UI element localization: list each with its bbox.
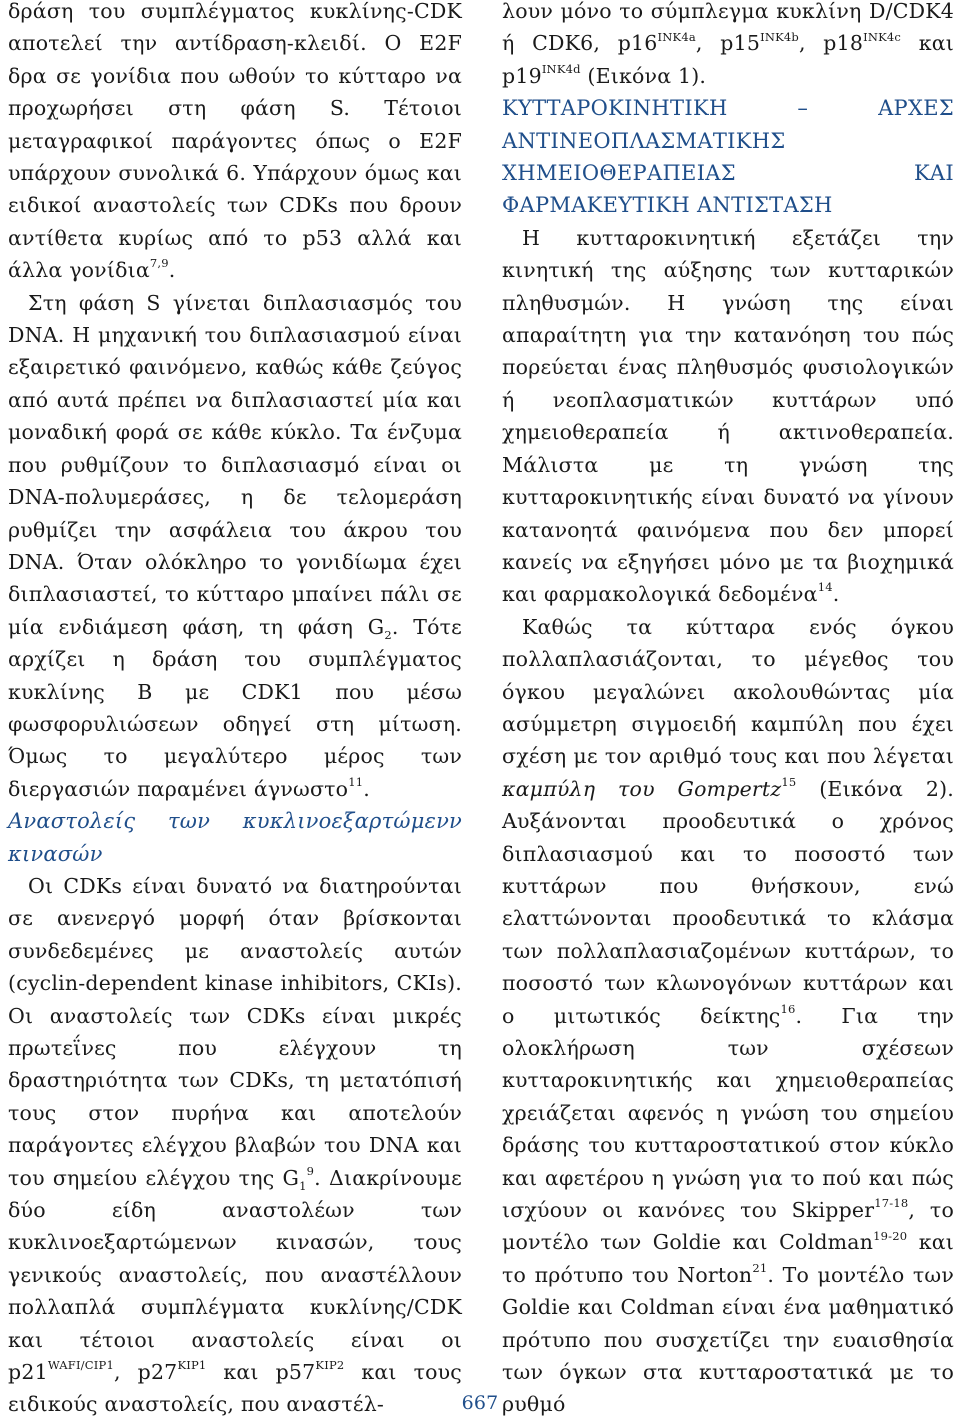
- section-heading-cdk-inhibitors: Αναστολείς των κυκλινοεξαρτώμενν κινασών: [8, 809, 462, 866]
- text-run: .: [168, 258, 176, 283]
- reference-superscript: 14: [817, 580, 833, 595]
- paragraph-s-phase: [8, 287, 462, 806]
- text-run: , p18: [798, 31, 864, 56]
- paragraph-cdk-inhibitors: [8, 870, 462, 1421]
- reference-superscript: 7,9: [149, 256, 169, 271]
- right-column: [502, 0, 954, 1421]
- superscript: INK4c: [863, 29, 902, 44]
- text-run: και το πρότυπο του Norton: [502, 1230, 955, 1287]
- text-run: Καθώς τα κύτταρα ενός όγκου πολλαπλασιάζονται, το μέγεθος του όγκου μεγαλώνει ακολουθώντας μία ασύμμετρη σιγμοειδή καμπύλη που έχει σχέση με τον αριθμό τους και που λέγεται: [502, 614, 954, 769]
- paragraph-cell-cycle-e2f: [8, 0, 462, 287]
- text-run: Η κυτταροκινητική εξετάζει την κινητική της αύξησης των κυτταρικών πληθυσμών. Η γνώση της είναι απαραίτητη για την κατανόηση του πώς πορεύεται ένας πληθυσμός φυσιολογικών ή νεοπλασματικών κυττάρων υπό χημειοθεραπεία ή ακτινοθεραπεία. Μάλιστα με τη γνώση της κυτταροκινητικής είναι δυνατό να γίνουν κατανοητά φαινόμενα που δεν μπορεί κανείς να εξηγήσει μόνο με τα βιοχημικά και φαρμακολογικά δεδομένα: [502, 225, 954, 607]
- paragraph-specific-inhibitors: [502, 0, 954, 92]
- text-run: Στη φάση S γίνεται διπλασιασμός του DNA. Η μηχανική του διπλασιασμού είναι εξαιρετικό φαινόμενο, καθώς κάθε ζεύγος από αυτά πρέπει να διπλασιαστεί μία και μοναδική φορά σε κάθε κύκλο. Τα ένζυμα που ρυθμίζουν το διπλασιασμό είναι οι DNA-πολυμεράσες, η δε τελομεράση ρυθμίζει την ασφάλεια του άκρου του DNA. Όταν ολόκληρο το γονιδίωμα έχει διπλασιαστεί, το κύτταρο μπαίνει πάλι σε μία ενδιάμεση φάση, τη φάση G: [8, 290, 462, 639]
- text-run: (Εικόνα 2). Αυξάνονται προοδευτικά ο χρόνος διπλασιασμού και το ποσοστό των κυττάρων που θνήσκουν, ενώ ελαττώνονται προοδευτικά το κλάσμα των πολλαπλασιαζομένων κυττάρων, το ποσοστό των κλωνογόνων κυττάρων και ο μιτωτικός δείκτης: [502, 776, 954, 1028]
- reference-superscript: 17-18: [874, 1196, 909, 1211]
- text-run: , το μοντέλο των Goldie και Coldman: [502, 1198, 954, 1255]
- superscript: WAFI/CIP1: [47, 1358, 114, 1373]
- text-run: . Τότε αρχίζει η δράση του συμπλέγματος κυκλίνης Β με CDK1 που μέσω φωσφορυλιώσεων οδηγεί στη μίτωση. Όμως το μεγαλύτερο μέρος των διεργασιών παραμένει άγνωστο: [8, 614, 462, 801]
- reference-superscript: 9: [306, 1163, 315, 1178]
- reference-superscript: 19-20: [873, 1228, 908, 1243]
- text-run: λουν μόνο το σύμπλεγμα κυκλίνη D/CDK4 ή CDK6, p16: [502, 0, 954, 56]
- superscript: INK4d: [541, 61, 581, 76]
- italic-term: καμπύλη του Gompertz: [502, 776, 782, 801]
- text-run: Οι CDKs είναι δυνατό να διατηρούνται σε ανενεργό μορφή όταν βρίσκονται συνδεδεμένες με αναστολείς αυτών (cyclin-dependent kinase inhibitors, CKIs). Οι αναστολείς των CDKs είναι μικρές πρωτεΐνες που ελέγχουν τη δραστηριότητα των CDKs, τη μετατόπισή τους στον πυρήνα και αποτελούν παράγοντες ελέγχου βλαβών του DNA και του σημείου ελέγχου της G: [8, 873, 462, 1190]
- reference-superscript: 11: [348, 774, 364, 789]
- reference-superscript: 21: [752, 1261, 768, 1276]
- superscript: INK4b: [760, 29, 799, 44]
- text-run: και p57: [206, 1360, 316, 1385]
- subscript: 2: [384, 627, 392, 642]
- page-number: 667: [461, 1392, 499, 1414]
- left-column: [8, 0, 462, 1421]
- text-run: , p27: [113, 1360, 178, 1385]
- reference-superscript: 16: [780, 1001, 796, 1016]
- text-run: , p15: [695, 31, 761, 56]
- text-run: (Εικόνα 1).: [580, 63, 707, 88]
- text-run: . Διακρίνουμε δύο είδη αναστολέων των κυκλινοεξαρτώμενων κινασών, τους γενικούς αναστολείς, που αναστέλλουν πολλαπλά συμπλέγματα κυκλίνης/CDK και τέτοιοι αναστολείς είναι οι p21: [8, 1165, 462, 1385]
- text-run: και τους ειδικούς αναστολείς, που αναστέλ-: [8, 1360, 462, 1417]
- text-run: . Για την ολοκλήρωση των σχέσεων κυτταροκινητικής και χημειοθεραπείας χρειάζεται αφενός η γνώση του σημείου δράσης του κυτταροστατικού στον κύκλο και αφετέρου η γνώση για το πού και πώς ισχύουν οι κανόνες του Skipper: [502, 1003, 954, 1223]
- section-heading-cytokinetics: ΚΥΤΤΑΡΟΚΙΝΗΤΙΚΗ – ΑΡΧΕΣ ΑΝΤΙΝΕΟΠΛΑΣΜΑΤΙΚΗΣ ΧΗΜΕΙΟΘΕΡΑΠΕΙΑΣ ΚΑΙ ΦΑΡΜΑΚΕΥΤΙΚΗ ΑΝΤΙΣΤΑΣΗ: [502, 96, 954, 218]
- reference-superscript: 15: [781, 774, 797, 789]
- text-run: και p19: [502, 31, 954, 88]
- subscript: 1: [299, 1178, 307, 1193]
- superscript: KIP2: [315, 1358, 345, 1373]
- text-run: .: [363, 776, 370, 801]
- text-run: . Το μοντέλο των Goldie και Coldman είναι ένα μαθηματικό πρότυπο που συσχετίζει την ευαισθησία των όγκων στα κυτταροστατικά με το ρυθμό: [502, 1262, 954, 1417]
- superscript: INK4a: [657, 29, 696, 44]
- text-run: δράση του συμπλέγματος κυκλίνης-CDK αποτελεί την αντίδραση-κλειδί. Ο E2F δρα σε γονίδια που ωθούν το κύτταρο να προχωρήσει στη φάση S. Τέτοιοι μεταγραφικοί παράγοντες όπως ο E2F υπάρχουν συνολικά 6. Υπάρχουν όμως και ειδικοί αναστολείς των CDKs που δρουν αντίθετα κυρίως από το p53 αλλά και άλλα γονίδια: [8, 0, 462, 283]
- paragraph-cytokinetics: [502, 222, 954, 611]
- paragraph-gompertz: [502, 611, 954, 1421]
- superscript: KIP1: [177, 1358, 207, 1373]
- text-run: .: [832, 582, 840, 607]
